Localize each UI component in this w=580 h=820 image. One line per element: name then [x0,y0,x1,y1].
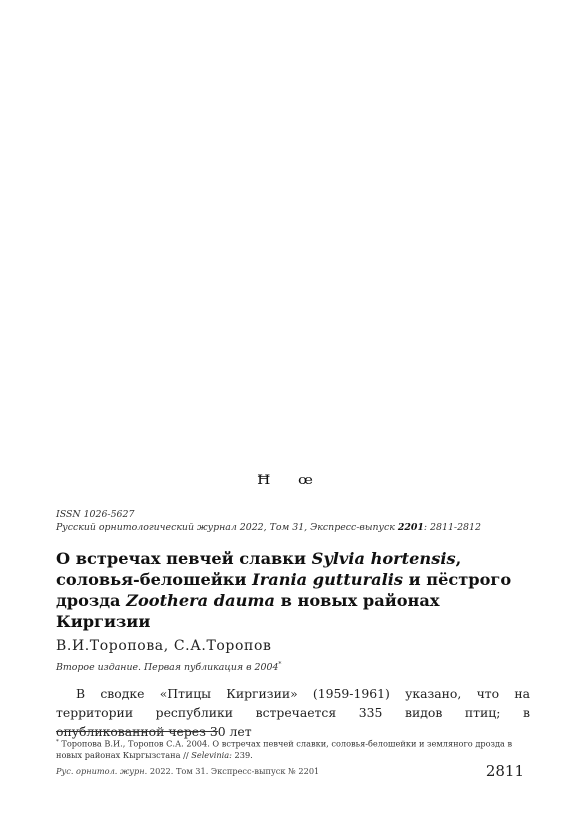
article-title [56,548,526,632]
edition-text: Второе издание. Первая публикация в 2004 [56,662,279,674]
title-part: в новых районах Киргизии [56,591,440,631]
page-footer [56,766,526,776]
title-part: О встречах певчей славки [56,549,312,568]
species-name: Irania gutturalis [252,570,403,589]
issue-number: 2201 [397,522,424,533]
footnote-text: Торопова В.И., Торопов С.А. 2004. О встречах певчей славки, соловья-белошейки и земляного дрозда в новых районах Кыргызстана // [56,738,513,760]
footnote-divider [56,731,218,732]
page-range: : 2811-2812 [423,522,481,533]
issn: ISSN 1026-5627 [56,509,135,520]
footer-issue: 2022. Том 31. Экспресс-выпуск № 2201 [147,766,320,776]
edition-note [56,661,281,673]
footnote [56,737,530,761]
footnote-mark: * [56,739,59,745]
footnote-text: 239. [231,749,253,760]
ornament-divider [0,470,580,498]
title-part: , соловья-белошейки [56,549,462,589]
species-name: Sylvia hortensis [311,549,456,568]
title-part: и пёстрого дрозда [56,570,512,610]
fleuron-left-icon: ꟸ [257,470,281,498]
journal-name: Русский орнитологический журнал 2022, Том 31, Экспресс-выпуск [56,522,398,533]
footnote-ref[interactable]: * [278,661,282,668]
journal-citation [56,521,526,534]
page-number: 2811 [485,762,524,780]
journal-meta [56,508,526,534]
article-body [56,684,530,741]
species-name: Zoothera dauma [126,591,275,610]
footnote-journal: Selevinia: [191,749,232,760]
paragraph: В сводке «Птицы Киргизии» (1959-1961) указано, что на территории республики встречается 335 видов птиц; в опубликованной через 30 лет [56,686,530,739]
fleuron-right-icon: ꟹ [297,470,323,498]
footer-journal: Рус. орнитол. журн. [56,766,148,776]
authors: В.И.Торопова, С.А.Торопов [56,638,272,654]
